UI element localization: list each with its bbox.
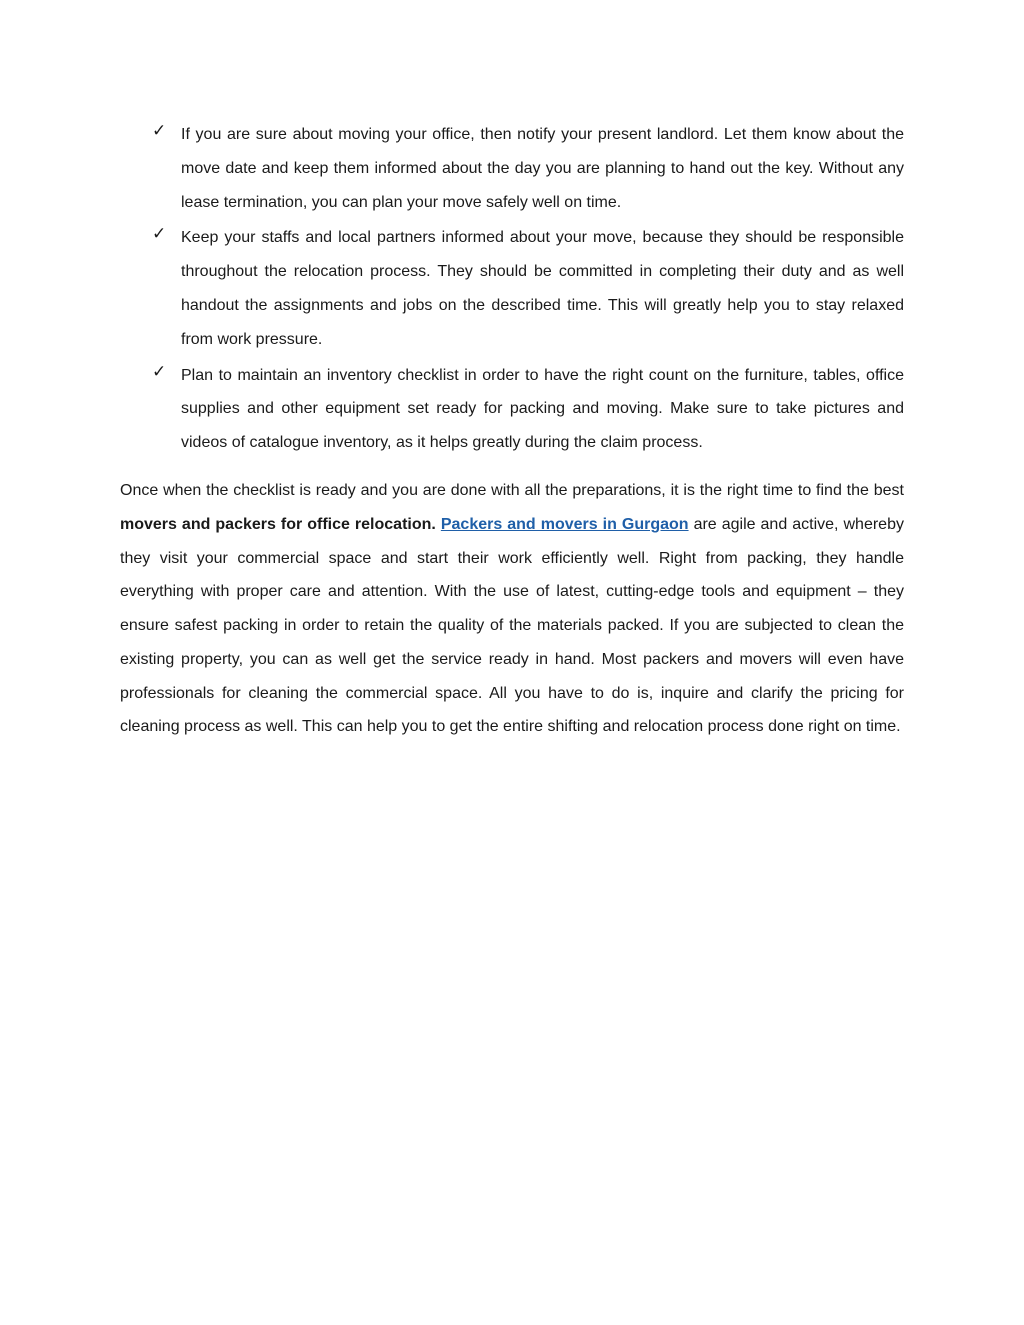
packers-movers-gurgaon-link[interactable]: Packers and movers in Gurgaon [440, 515, 689, 533]
paragraph-rest: are agile and active, whereby they visit your commercial space and start their work efficiently well. Right from packing, they handle everything with proper care and attention. With the use of latest, cutting-edge tools and equipment – they ensure safest packing in order to retain the quality of the materials packed. If you are subjected to clean the existing property, you can as well get the service ready in hand. Most packers and movers will even have professionals for cleaning the commercial space. All you have to do is, inquire and clarify the pricing for cleaning process as well. This can help you to get the entire shifting and relocation process done right on time. [120, 515, 904, 736]
office-move-checklist [150, 118, 904, 462]
body-paragraph [120, 474, 904, 744]
bold-phrase: movers and packers for office relocation. [120, 515, 436, 533]
paragraph-intro: Once when the checklist is ready and you are done with all the preparations, it is the right time to find the best [120, 482, 904, 499]
checkmark-icon: ✓ [152, 224, 167, 245]
checkmark-icon: ✓ [152, 361, 167, 382]
checklist-item [150, 221, 904, 356]
checklist-item-text: If you are sure about moving your office, then notify your present landlord. Let them know about the move date and keep them informed about the day you are planning to hand out the key. Without any lease termination, you can plan your move safely well on time. [181, 126, 904, 211]
checkmark-icon: ✓ [152, 121, 167, 141]
checklist-item [150, 359, 904, 460]
checklist-item-text: Keep your staffs and local partners informed about your move, because they should be responsible throughout the relocation process. They should be committed in completing their duty and as well handout the assignments and jobs on the described time. This will greatly help you to stay relaxed from work pressure. [181, 229, 904, 348]
checklist-item [150, 118, 904, 219]
checklist-item-text: Plan to maintain an inventory checklist in order to have the right count on the furniture, tables, office supplies and other equipment set ready for packing and moving. Make sure to take pictures and videos of catalogue inventory, as it helps greatly during the claim process. [181, 366, 904, 452]
